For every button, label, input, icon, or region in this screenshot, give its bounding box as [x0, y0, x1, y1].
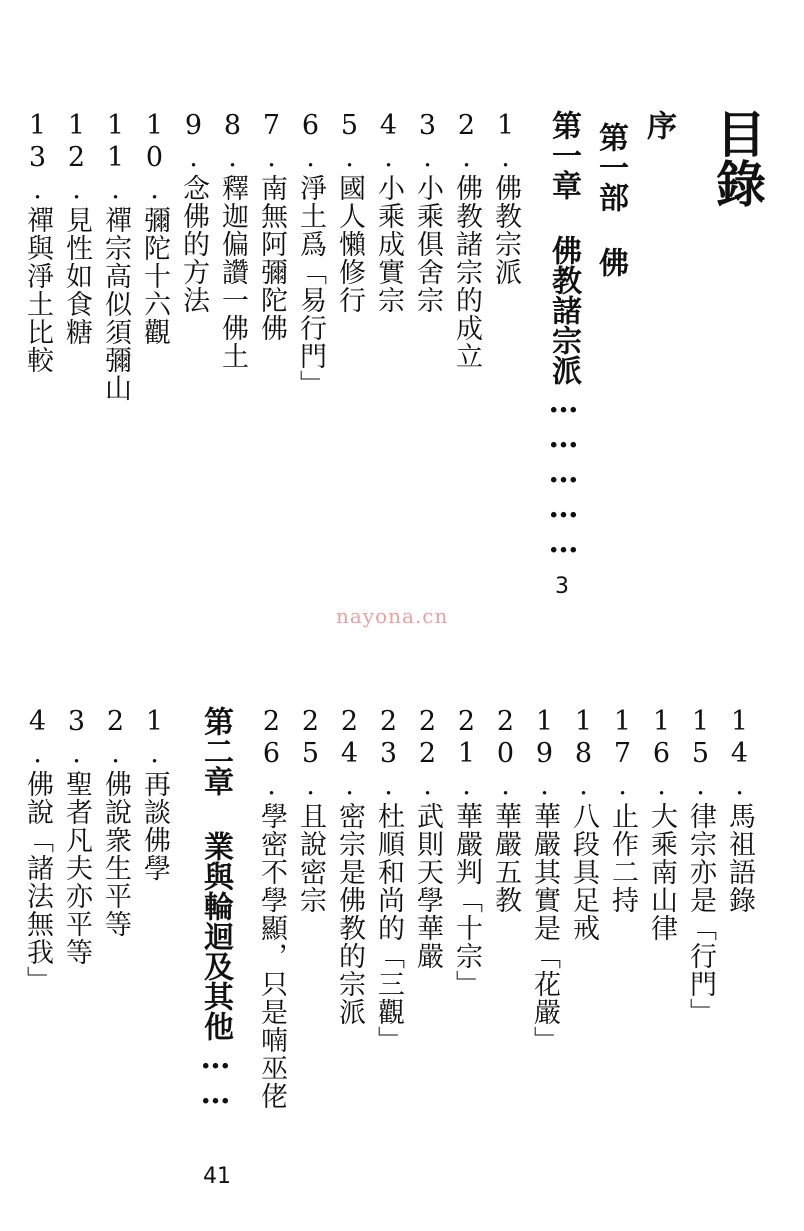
toc-item[interactable]: 12.見性如食糖	[61, 110, 92, 346]
watermark: nayona.cn	[336, 604, 449, 628]
chapter-one-page-number: 3	[555, 574, 569, 599]
toc-item[interactable]: 6.淨土爲「易行門」	[295, 110, 326, 398]
toc-item[interactable]: 20.華嚴五教	[490, 706, 521, 914]
toc-item[interactable]: 17.止作二持	[607, 706, 638, 914]
toc-item[interactable]: 19.華嚴其實是「花嚴」	[529, 706, 560, 1054]
toc-item[interactable]: 15.律宗亦是「行門」	[685, 706, 716, 1026]
chapter-two-heading[interactable]	[198, 706, 233, 1111]
chapter-one-leader-dots: ……………	[546, 385, 581, 560]
toc-item[interactable]: 4.小乘成實宗	[373, 110, 404, 314]
preface-entry[interactable]: 序	[641, 110, 676, 140]
toc-item[interactable]: 25.且說密宗	[295, 706, 326, 914]
toc-item[interactable]: 4.佛說「諸法無我」	[22, 706, 53, 994]
toc-item[interactable]: 2.佛教諸宗的成立	[451, 110, 482, 370]
toc-item[interactable]: 13.禪與淨土比較	[22, 110, 53, 374]
toc-title: 目錄	[708, 108, 767, 208]
toc-item[interactable]: 11.禪宗高似須彌山	[100, 110, 131, 402]
toc-item[interactable]: 26.學密不學顯，只是喃巫佬	[256, 706, 287, 1110]
toc-item[interactable]: 1.再談佛學	[139, 706, 170, 882]
toc-item[interactable]: 9.念佛的方法	[178, 110, 209, 314]
toc-item[interactable]: 3.小乘俱舍宗	[412, 110, 443, 314]
toc-item[interactable]: 1.佛教宗派	[490, 110, 521, 286]
toc-item[interactable]: 18.八段具足戒	[568, 706, 599, 942]
toc-item[interactable]: 16.大乘南山律	[646, 706, 677, 942]
toc-item[interactable]: 24.密宗是佛教的宗派	[334, 706, 365, 1026]
toc-item[interactable]: 3.聖者凡夫亦平等	[61, 706, 92, 966]
part-one-heading: 第一部 佛	[593, 122, 628, 277]
toc-item[interactable]: 23.杜順和尚的「三觀」	[373, 706, 404, 1054]
toc-item[interactable]: 7.南無阿彌陀佛	[256, 110, 287, 342]
toc-item[interactable]: 8.釋迦偏讚一佛土	[217, 110, 248, 370]
toc-item[interactable]: 5.國人懶修行	[334, 110, 365, 314]
toc-item[interactable]: 2.佛說衆生平等	[100, 706, 131, 938]
chapter-two-leader-dots: ……	[198, 1041, 233, 1111]
toc-item[interactable]: 22.武則天學華嚴	[412, 706, 443, 970]
toc-item[interactable]: 21.華嚴判「十宗」	[451, 706, 482, 998]
chapter-two-title: 第二章 業與輪迴及其他	[198, 706, 233, 1041]
toc-item[interactable]: 10.彌陀十六觀	[139, 110, 170, 346]
chapter-one-title: 第一章 佛教諸宗派	[546, 110, 581, 385]
toc-item[interactable]: 14.馬祖語錄	[724, 706, 755, 914]
chapter-one-heading[interactable]	[546, 110, 581, 560]
chapter-two-page-number: 41	[203, 1164, 231, 1189]
